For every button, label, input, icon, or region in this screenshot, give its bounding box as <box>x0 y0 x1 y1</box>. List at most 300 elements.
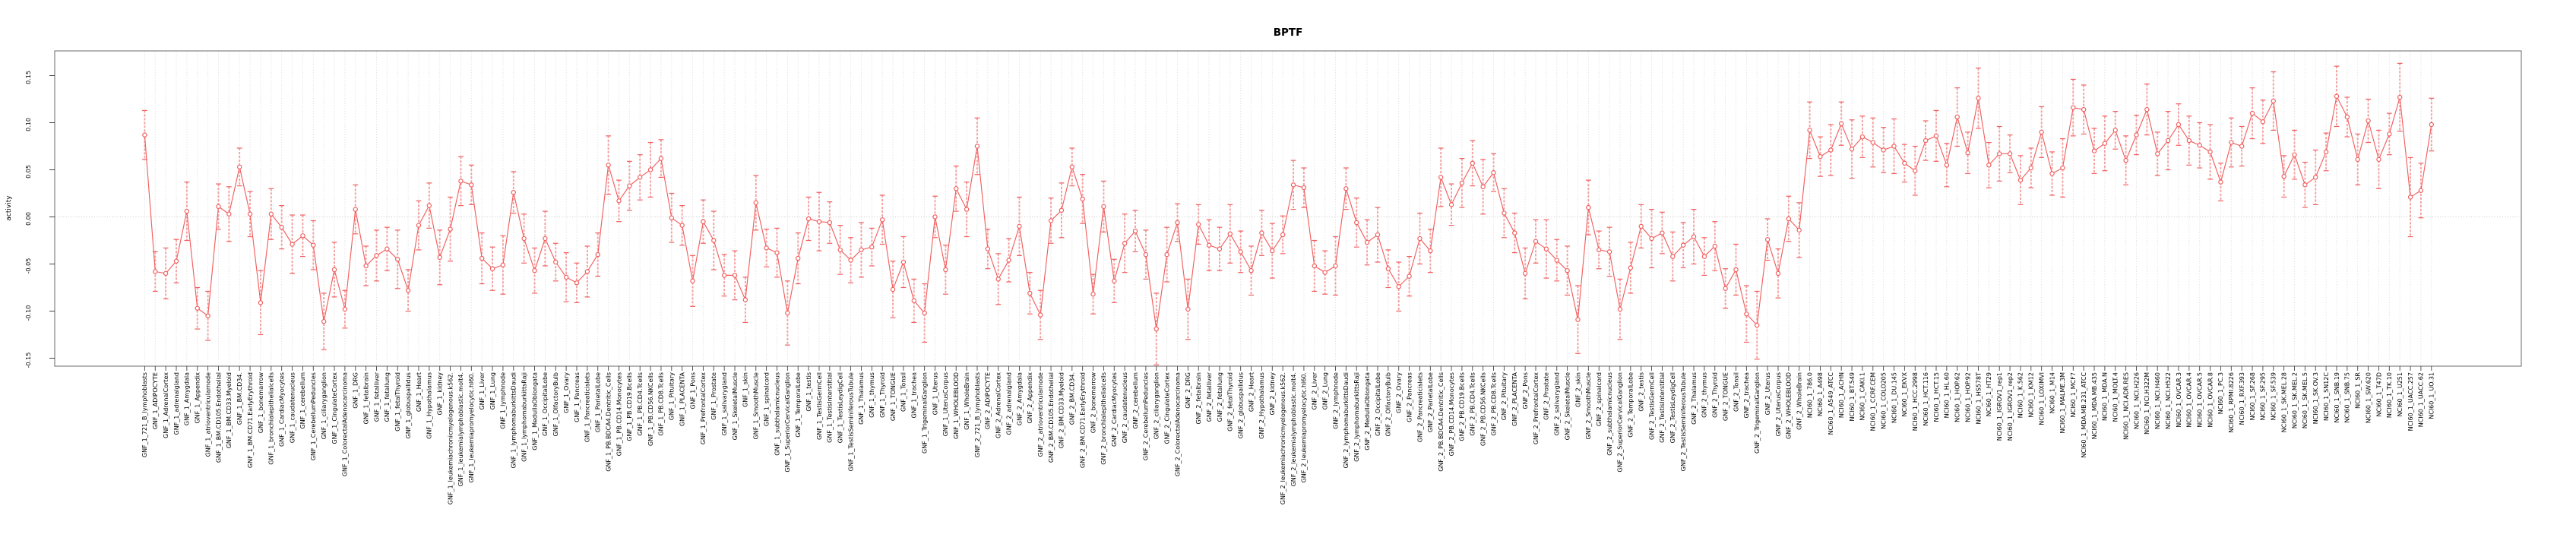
data-point <box>2187 138 2191 142</box>
x-tick-label: GNF_2_lymphomaburkittsRaji <box>1353 372 1361 462</box>
x-tick-label: GNF_1_SmoothMuscle <box>752 372 760 440</box>
x-tick-label: GNF_1_Appendix <box>194 372 201 424</box>
data-point <box>764 246 768 250</box>
x-tick-label: GNF_1_lymphomaburkittsRaji <box>521 372 528 462</box>
x-tick-label: GNF_1_BM.CD71.EarlyErythroid <box>246 372 254 469</box>
data-point <box>933 215 937 219</box>
x-tick-label: NCI60_1_CCRF.CEM <box>1869 372 1877 432</box>
data-point <box>2429 122 2433 126</box>
x-tick-label: NCI60_1_COLO205 <box>1880 372 1888 429</box>
data-point <box>1713 244 1717 248</box>
x-tick-label: GNF_1_PB.BDCA4.Dentritic_Cells <box>605 372 612 472</box>
x-tick-label: GNF_1_ADIPOCYTE <box>152 372 160 430</box>
x-tick-label: GNF_2_ADIPOCYTE <box>984 372 992 430</box>
x-tick-label: GNF_1_AdrenalCortex <box>162 372 169 438</box>
x-tick-label: NCI60_1_M14 <box>2049 372 2056 414</box>
data-point <box>185 209 188 213</box>
x-tick-label: NCI60_1_HT29 <box>1986 372 1993 417</box>
data-point <box>2166 138 2169 142</box>
y-tick-label: 0.15 <box>25 71 32 84</box>
x-tick-label: GNF_1_PrefrontalCortex <box>700 372 707 445</box>
data-point <box>1766 238 1770 242</box>
x-tick-label: GNF_1_cerebellum <box>299 372 307 429</box>
x-tick-label: NCI60_1_IGROV1_rep1 <box>1996 372 2004 441</box>
x-tick-label: GNF_2_Hypothalamus <box>1258 372 1266 439</box>
data-point <box>1881 148 1885 152</box>
data-point <box>1217 247 1221 251</box>
x-tick-label: GNF_1_trachea <box>910 372 918 419</box>
data-point <box>1576 318 1580 321</box>
x-tick-label: NCI60_1_IGROV1_rep2 <box>2006 372 2014 441</box>
data-point <box>2092 149 2096 153</box>
data-point <box>1007 258 1011 262</box>
data-point <box>1344 187 1348 191</box>
x-tick-label: NCI60_1_KM12 <box>2027 372 2035 418</box>
x-tick-label: GNF_2_Appendix <box>1027 372 1034 424</box>
data-point <box>1207 243 1210 247</box>
x-tick-label: GNF_2_Pancreaticislets <box>1416 372 1424 443</box>
x-tick-label: GNF_2_SkeletalMuscle <box>1564 372 1571 441</box>
x-tick-label: GNF_1_CingulateCortex <box>331 372 338 444</box>
x-tick-label: GNF_1_BM.CD105.Endothelial <box>215 372 223 463</box>
data-point <box>322 320 326 324</box>
data-point <box>2314 175 2318 179</box>
data-point <box>743 298 747 302</box>
data-point <box>1312 264 1316 267</box>
x-tick-label: GNF_2_BM.CD34. <box>1068 372 1076 425</box>
x-tick-label: GNF_2_Ovary <box>1395 372 1403 413</box>
data-point <box>217 204 220 208</box>
data-point <box>1429 249 1432 253</box>
x-tick-label: GNF_1_721_B_lymphoblasts <box>141 372 149 458</box>
data-point <box>574 281 578 285</box>
x-tick-label: GNF_1_Pituitary <box>668 372 676 421</box>
data-point <box>1618 307 1622 311</box>
data-point <box>1945 163 1948 167</box>
data-point <box>870 245 874 249</box>
x-tick-label: NCI60_1_OVCAR.3 <box>2175 372 2182 428</box>
x-tick-label: NCI60_1_OVCAR.5 <box>2196 372 2204 428</box>
x-tick-label: GNF_1_BM.CD33.Myeloid <box>226 372 233 449</box>
data-point <box>2008 152 2011 156</box>
data-point <box>1133 229 1137 233</box>
data-point <box>838 248 842 251</box>
data-point <box>1797 228 1801 232</box>
data-point <box>2334 94 2338 98</box>
x-tick-label: NCI60_1_HOP.92 <box>1964 372 1972 422</box>
data-point <box>1597 248 1601 251</box>
x-tick-label: NCI60_1_HCT.15 <box>1932 372 1940 422</box>
x-tick-label: GNF_1_atrioventricularnode <box>204 372 212 457</box>
data-point <box>2388 132 2391 136</box>
x-tick-label: GNF_1_OlfactoryBulb <box>552 372 560 437</box>
data-point <box>1745 312 1748 316</box>
data-point <box>2282 175 2286 179</box>
x-tick-label: NCI60_1_MOLT.4 <box>2112 372 2119 422</box>
data-point <box>1291 183 1295 187</box>
x-tick-label: GNF_1_PB.CD4.Tcells <box>637 372 644 436</box>
data-point <box>1271 249 1274 253</box>
data-point <box>1660 231 1664 235</box>
x-tick-label: GNF_1_fetalThyroid <box>394 372 402 432</box>
data-point <box>723 274 726 277</box>
x-tick-label: NCI60_1_MALME.3M <box>2059 372 2067 434</box>
x-tick-label: GNF_1_PB.CD56.NKCells <box>647 372 654 447</box>
x-tick-label: GNF_1_fetalliver <box>373 372 381 422</box>
x-tick-label: NCI60_1_NCI.H522 <box>2164 372 2172 429</box>
x-tick-label: GNF_1_ciliaryganglion <box>320 372 328 440</box>
data-point <box>174 259 178 263</box>
data-point <box>407 289 410 292</box>
data-point <box>1976 96 1980 100</box>
x-tick-label: GNF_2_MedullaOblongata <box>1363 372 1371 451</box>
data-point <box>227 212 231 216</box>
x-tick-label: GNF_2_leukemiachronicmyelogenous.k562. <box>1279 372 1286 505</box>
data-point <box>1102 204 1106 208</box>
data-point <box>1186 307 1190 311</box>
x-tick-label: GNF_2_OlfactoryBulb <box>1385 372 1392 437</box>
x-tick-label: GNF_2_SmoothMuscle <box>1585 372 1593 440</box>
data-point <box>343 307 347 311</box>
data-point <box>164 271 168 275</box>
data-point <box>565 275 568 279</box>
data-point <box>1355 220 1359 224</box>
data-point <box>385 247 389 251</box>
data-point <box>153 270 157 274</box>
x-tick-label: GNF_2_lymphomaburkittsDaudi <box>1343 372 1350 469</box>
x-tick-label: GNF_2_PB.BDCA4.Dentritic_Cells <box>1437 372 1445 472</box>
data-point <box>2176 122 2180 126</box>
data-point <box>1481 185 1485 188</box>
data-point <box>522 236 526 240</box>
data-point <box>1860 135 1864 139</box>
data-point <box>1123 242 1127 245</box>
data-point <box>1808 128 1812 132</box>
data-point <box>1249 269 1253 273</box>
data-point <box>1955 115 1959 119</box>
data-point <box>1850 147 1853 151</box>
data-point <box>438 255 441 259</box>
data-point <box>996 277 1000 281</box>
x-tick-label: NCI60_1_786.0 <box>1806 372 1814 419</box>
x-tick-label: GNF_1_Pons <box>689 372 697 409</box>
x-tick-label: GNF_1_Amygdala <box>183 372 191 426</box>
data-point <box>290 242 294 246</box>
x-tick-label: NCI60_1_HS578T <box>1975 372 1983 425</box>
x-tick-label: GNF_2_Pancreas <box>1406 372 1413 422</box>
x-tick-label: GNF_1_adrenalgland <box>172 372 180 435</box>
data-point <box>1334 264 1337 267</box>
data-point <box>775 251 779 255</box>
chart-title: BPTF <box>1273 27 1303 39</box>
x-tick-label: GNF_2_BM.CD33.Myeloid <box>1058 372 1065 449</box>
x-tick-label: NCI60_1_TK.10 <box>2386 372 2394 419</box>
x-tick-label: GNF_1_CerebellumPeduncles <box>310 372 318 461</box>
data-point <box>490 267 494 270</box>
data-point <box>543 236 547 240</box>
x-tick-label: GNF_1_TestisGermCell <box>815 372 823 441</box>
data-point <box>248 212 252 216</box>
x-tick-label: NCI60_1_CAKI.1 <box>1859 372 1866 421</box>
y-tick-label: -0.05 <box>25 258 32 274</box>
data-point <box>1691 235 1695 239</box>
data-point <box>986 247 989 251</box>
x-tick-label: GNF_2_Thalamus <box>1690 372 1698 425</box>
data-point <box>922 311 926 315</box>
x-tick-label: NCI60_1_PC.3 <box>2217 372 2225 415</box>
data-point <box>301 234 305 238</box>
data-point <box>1197 223 1201 226</box>
x-tick-label: GNF_2_Pituitary <box>1501 372 1508 421</box>
x-tick-label: GNF_1_Uterus <box>932 372 939 416</box>
x-tick-label: GNF_2_TestisInterstitial <box>1659 372 1666 443</box>
x-tick-label: NCI60_1_A498 <box>1817 372 1824 416</box>
data-point <box>195 306 199 310</box>
x-tick-label: NCI60_1_A549_ATCC <box>1828 372 1835 435</box>
x-tick-label: NCI60_1_OVCAR.8 <box>2207 372 2214 428</box>
data-point <box>1449 203 1453 207</box>
x-tick-label: GNF_2_PB.CD4.Tcells <box>1469 372 1476 436</box>
data-point <box>2366 119 2370 122</box>
x-tick-label: GNF_1_Hypothalamus <box>426 372 433 439</box>
data-point <box>975 144 979 148</box>
data-point <box>691 279 695 283</box>
x-tick-label: GNF_1_Pancreaticislets <box>584 372 591 443</box>
x-tick-label: GNF_2_skin <box>1574 372 1582 407</box>
data-point <box>2398 95 2402 99</box>
data-point <box>2135 133 2138 137</box>
x-tick-label: GNF_2_CerebellumPeduncles <box>1142 372 1150 461</box>
x-tick-label: GNF_2_TestisLeydigCell <box>1669 372 1677 444</box>
x-tick-label: GNF_1_Ovary <box>562 372 570 413</box>
x-tick-label: NCI60_1_NCI.ADR.RES <box>2122 372 2130 440</box>
x-tick-label: GNF_2_DRG <box>1185 372 1192 409</box>
x-tick-label: GNF_1_TemporalLobe <box>795 372 802 438</box>
x-tick-label: GNF_2_WholeBrain <box>1796 372 1803 430</box>
x-tick-label: GNF_1_CardiacMyocytes <box>278 372 286 447</box>
data-point <box>1786 217 1790 220</box>
x-tick-label: GNF_2_TestisSeminiferousTubule <box>1679 372 1687 472</box>
y-tick-label: 0.05 <box>25 165 32 179</box>
x-tick-label: GNF_1_Tonsil <box>900 372 907 412</box>
x-tick-label: GNF_2_PB.CD8.Tcells <box>1490 372 1498 436</box>
x-tick-label: NCI60_1_UO.31 <box>2428 372 2435 419</box>
y-tick-label: 0.10 <box>25 118 32 131</box>
data-point <box>669 216 673 220</box>
x-tick-label: NCI60_1_UACC.62 <box>2417 372 2425 428</box>
x-tick-label: GNF_1_fetalbrain <box>362 372 370 425</box>
x-tick-label: NCI60_1_RPMI.8226 <box>2228 372 2236 433</box>
x-tick-label: NCI60_1_NCI.H226 <box>2133 372 2141 429</box>
data-point <box>1524 271 1527 275</box>
data-point <box>1913 169 1917 172</box>
x-tick-label: GNF_1_salivarygland <box>720 372 728 436</box>
data-point <box>353 207 357 211</box>
data-point <box>606 163 610 167</box>
x-tick-label: NCI60_1_RXF.393 <box>2238 372 2245 425</box>
data-point <box>2229 141 2233 144</box>
data-point <box>1840 122 1843 125</box>
x-tick-label: GNF_1_MedullaOblongata <box>531 372 539 451</box>
x-tick-label: GNF_1_leukemiapromyelocytic.hl60. <box>468 372 476 483</box>
x-tick-label: NCI60_1_SK.MEL.2 <box>2291 372 2299 429</box>
data-point <box>1998 152 2002 156</box>
data-point <box>1028 291 1032 295</box>
x-tick-label: GNF_1_OccipitalLobe <box>542 372 549 436</box>
data-point <box>1682 243 1685 247</box>
data-point <box>638 175 642 179</box>
data-point <box>754 201 758 204</box>
x-tick-label: GNF_2_testis <box>1638 372 1645 412</box>
x-tick-label: GNF_1_spinalcord <box>763 372 771 427</box>
data-point <box>680 223 684 227</box>
data-point <box>1281 232 1285 236</box>
x-tick-label: GNF_2_UterusCorpus <box>1774 372 1782 437</box>
data-point <box>1555 258 1559 262</box>
x-tick-label: NCI60_1_SW.620 <box>2365 372 2372 424</box>
data-point <box>364 264 368 267</box>
data-point <box>1239 250 1242 254</box>
data-point <box>2103 141 2106 145</box>
x-tick-label: GNF_2_trachea <box>1743 372 1751 419</box>
x-tick-label: NCI60_1_EKVX <box>1901 372 1909 417</box>
x-tick-label: GNF_2_ParietalLobe <box>1427 372 1435 433</box>
x-tick-label: GNF_1_bronchialepithelialcells <box>267 372 275 465</box>
data-point <box>944 267 948 271</box>
data-point <box>2061 166 2065 169</box>
x-tick-label: GNF_2_TONGUE <box>1722 372 1729 422</box>
x-tick-label: GNF_2_globuspallidus <box>1237 372 1245 439</box>
data-point <box>796 256 800 260</box>
data-point <box>1017 224 1021 228</box>
x-tick-label: GNF_2_PB.CD19.Bcells <box>1458 372 1466 441</box>
data-point <box>1587 206 1590 210</box>
x-tick-label: GNF_2_fetalThyroid <box>1226 372 1234 432</box>
data-point <box>501 263 505 267</box>
x-tick-label: GNF_2_Tonsil <box>1733 372 1740 412</box>
data-point <box>2419 188 2423 192</box>
data-point <box>1386 267 1390 270</box>
data-point <box>533 269 536 273</box>
x-tick-label: GNF_2_Liver <box>1311 372 1318 410</box>
data-point <box>1366 240 1369 244</box>
x-tick-label: GNF_2_leukemialymphoblastic.molt4. <box>1290 372 1297 487</box>
x-tick-label: GNF_1_UterusCorpus <box>942 372 950 437</box>
x-tick-label: GNF_2_OccipitalLobe <box>1374 372 1381 436</box>
x-tick-label: GNF_2_lymphnode <box>1332 372 1340 429</box>
x-tick-label: NCI60_1_HOP.62 <box>1954 372 1961 422</box>
data-point <box>2071 106 2075 109</box>
data-point <box>1059 208 1063 212</box>
data-point <box>2145 108 2149 112</box>
data-point <box>1650 236 1654 240</box>
x-tick-label: GNF_1_WholeBrain <box>963 372 970 430</box>
data-point <box>2345 115 2349 119</box>
data-point <box>954 187 958 191</box>
data-point <box>396 258 400 261</box>
data-point <box>1639 224 1643 228</box>
data-point <box>2293 153 2296 157</box>
data-point <box>901 260 905 264</box>
x-tick-label: GNF_1_Liver <box>478 372 486 410</box>
x-tick-label: GNF_2_atrioventricularnode <box>1036 372 1044 457</box>
x-tick-label: NCI60_1_SNB.75 <box>2343 372 2351 423</box>
x-tick-label: GNF_2_721_B_lymphoblasts <box>973 372 981 458</box>
x-tick-label: NCI60_1_SF.539 <box>2270 372 2277 421</box>
x-tick-label: NCI60_1_SNB.19 <box>2333 372 2340 423</box>
data-point <box>312 243 315 247</box>
data-point <box>459 179 463 183</box>
x-tick-label: NCI60_1_MCF7 <box>2070 372 2078 418</box>
x-tick-label: GNF_1_TONGUE <box>889 372 897 422</box>
x-tick-label: NCI60_1_K.562 <box>2017 372 2024 419</box>
x-tick-label: NCI60_1_SN12C <box>2322 372 2330 422</box>
x-tick-label: GNF_2_adrenalgland <box>1005 372 1013 435</box>
data-point <box>416 223 420 227</box>
data-point <box>849 258 853 262</box>
x-tick-label: NCI60_1_T47D <box>2375 372 2383 417</box>
data-point <box>1734 267 1738 271</box>
data-point <box>1323 270 1327 274</box>
x-tick-label: GNF_2_Lung <box>1321 372 1329 410</box>
data-point <box>332 267 336 271</box>
x-tick-label: NCI60_1_HCC.2998 <box>1912 372 1919 432</box>
x-tick-label: NCI60_1_SK.MEL.5 <box>2302 372 2309 429</box>
data-point <box>511 191 515 194</box>
data-point <box>1829 148 1833 152</box>
x-tick-label: GNF_1_DRG <box>352 372 359 409</box>
x-tick-label: NCI60_1_NCI.H322M <box>2144 372 2151 435</box>
x-tick-label: NCI60_1_SK.MEL.28 <box>2280 372 2288 433</box>
x-tick-label: GNF_1_Prostate <box>710 372 718 420</box>
x-tick-label: NCI60_1_SK.OV.3 <box>2312 372 2320 425</box>
data-point <box>1871 141 1875 144</box>
x-tick-label: GNF_2_subthalamicnucleus <box>1606 372 1613 456</box>
data-point <box>1671 255 1675 258</box>
data-point <box>2113 128 2117 132</box>
data-point <box>280 226 283 229</box>
data-point <box>912 299 916 302</box>
data-point <box>1091 292 1095 296</box>
x-tick-label: GNF_1_leukemialymphoblastic.molt4. <box>457 372 465 487</box>
data-point <box>258 301 262 305</box>
x-tick-label: GNF_2_fetalliver <box>1205 372 1213 422</box>
data-point <box>1070 165 1074 169</box>
data-point <box>143 133 147 137</box>
x-tick-label: GNF_1_TestisSeminiferousTubule <box>847 372 855 472</box>
data-point <box>1702 255 1706 258</box>
x-tick-label: GNF_1_SuperiorCervicalGanglion <box>784 372 792 473</box>
data-point <box>1375 232 1379 236</box>
data-point <box>786 311 790 315</box>
x-tick-label: GNF_1_testis <box>805 372 812 412</box>
x-tick-label: GNF_2_AdrenalCortex <box>995 372 1002 438</box>
x-tick-label: NCI60_1_SR <box>2354 372 2362 409</box>
data-point <box>554 260 558 264</box>
x-tick-label: GNF_1_subthalamicnucleus <box>774 372 781 456</box>
data-point <box>206 314 210 318</box>
data-point <box>375 254 378 258</box>
data-point <box>1776 271 1780 275</box>
y-tick-label: -0.15 <box>25 352 32 368</box>
data-point <box>269 212 273 216</box>
data-point <box>1492 171 1495 175</box>
data-point <box>2198 144 2201 147</box>
data-point <box>617 199 621 203</box>
x-tick-label: GNF_2_CardiacMyocytes <box>1111 372 1119 447</box>
x-tick-label: GNF_2_spinalcord <box>1596 372 1603 427</box>
x-tick-label: GNF_1_leukemiachronicmyelogenous.k562. <box>447 372 454 505</box>
